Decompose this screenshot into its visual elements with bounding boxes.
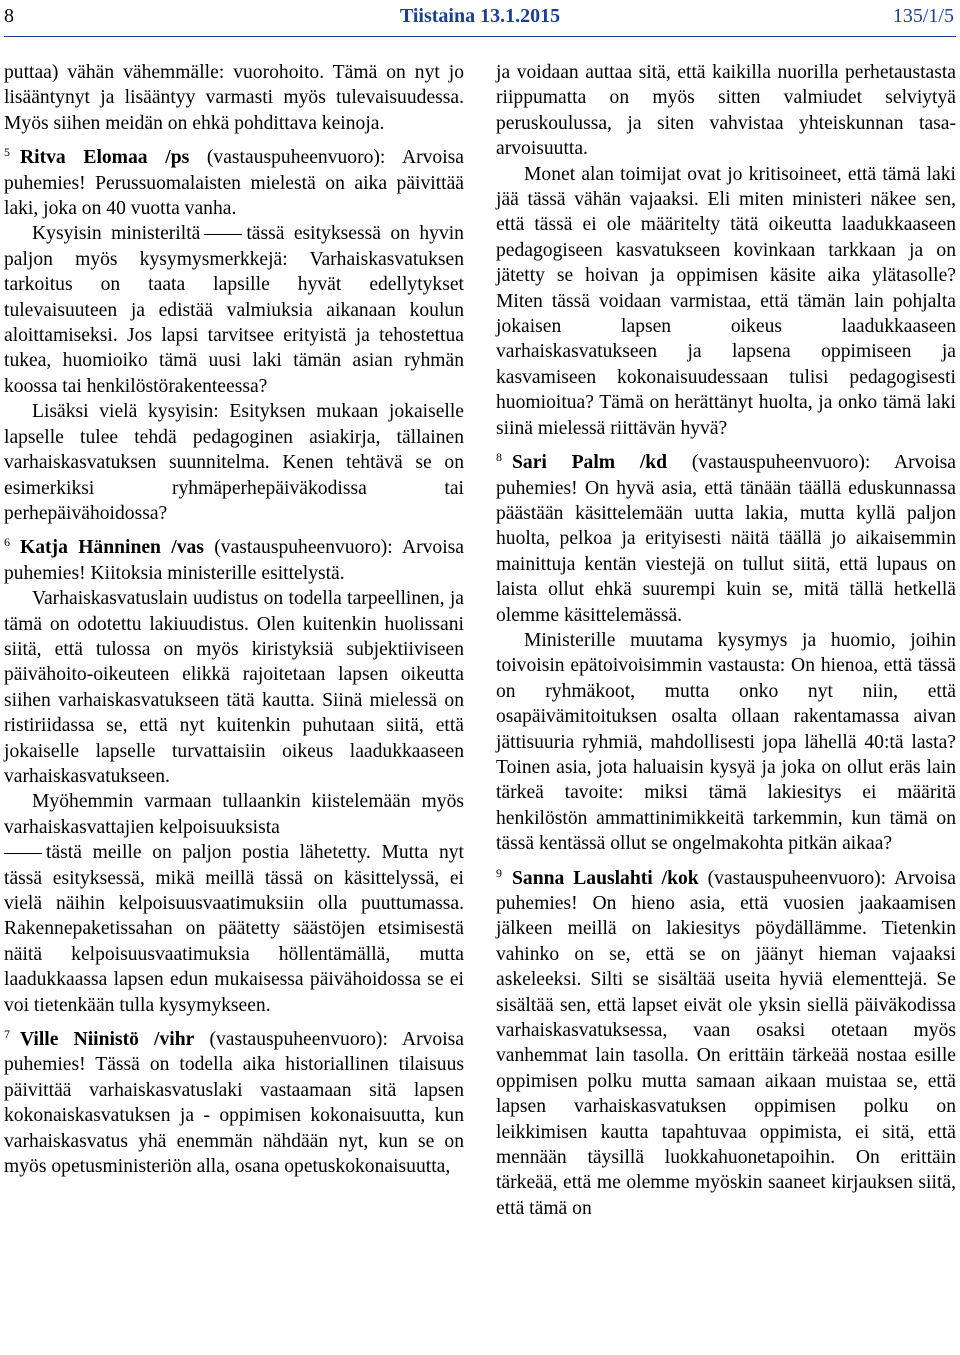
speech-number: 5 [4, 145, 10, 160]
paragraph-part: tästä meille on paljon postia lähetetty. Mutta nyt tässä esityksessä, mikä meillä tässä on käsittelyssä, ei vielä näihin kelpoisuusvaatimuksiin olla puuttumassa. Rakennepaketissahan on päätetty säästöjen etsimisestä näitä kelpoisuusvaatimuksia höllentämällä, mutta laadukkaassa lapsen edun mukaisessa päivähoidossa se ei voi tietenkään tulla kysymykseen. [4, 842, 464, 1016]
speech-intro: (vastauspuheenvuoro): Arvoisa puhemies! Perussuomalaisten mielestä on aika päivittää laki, joka on 40 vuotta vanha. [4, 147, 464, 220]
page-header [0, 0, 960, 44]
paragraph [4, 221, 464, 399]
paragraph: Ministerille muutama kysymys ja huomio, joihin toivoisin epätoivoisimmin vastausta: On hienoa, että tässä on ryhmäkoot, mutta onko nyt niin, että osapäivämitoituksen osalta ollaan rakentamassa aivan jättisuuria ryhmiä, mahdollisesti jopa lähellä 40:tä lasta? Toinen asia, jota haluaisin kysyä ja joka on ollut eräs lain tärkeä tavoite: miksi tämä lakiesitys ei määritä henkilöstön ammattinimikkeitä tarkemmin, kun tämä on tässä kentässä ollut se ongelmakohta pitkän aikaa? [496, 629, 956, 855]
speech-number: 8 [496, 450, 502, 465]
right-column [496, 60, 956, 1221]
paragraph [4, 789, 464, 1018]
speech-number: 7 [4, 1027, 10, 1042]
speech-intro: (vastauspuheenvuoro): Arvoisa puhemies! Kiitoksia ministerille esittelystä. [4, 537, 464, 584]
speech-intro: (vastauspuheenvuoro): Arvoisa puhemies! On hyvä asia, että tänään täällä eduskunnassa päästään käsittelemään uutta lakia, mutta kyllä paljon huolta, pelkoa ja erityisesti näitä täällä jo aikaisemmin mainittuja kentän viestejä on tullut siitä, että lupaus on laista ollut ehkä suurempi kuin se, mitä tällä hetkellä olemme käsittelemässä. [496, 452, 957, 626]
speech-9 [496, 866, 956, 1222]
paragraph: puttaa) vähän vähemmälle: vuorohoito. Tämä on nyt jo lisääntynyt ja lisääntyy varmasti myös tulevaisuudessa. Myös siihen meidän on ehkä pohdittava keinoja. [4, 62, 464, 134]
speech-intro: (vastauspuheenvuoro): Arvoisa puhemies! Tässä on todella aika historiallinen tilaisuus päivittää varhaiskasvatuslaki vastaamaan sitä lapsen kokonaiskasvatuksen ja - oppimisen kokonaisuutta, kun varhaiskasvatus yhä enemmän nähdään nyt, kun se on myös opetusministeriön alla, osana opetuskokonaisuutta, [4, 1029, 464, 1178]
speech-6 [4, 535, 464, 586]
speech-number: 9 [496, 865, 502, 880]
header-rule [4, 36, 956, 37]
paragraph-part: Myöhemmin varmaan tullaankin kiistelemään myös varhaiskasvattajien kelpoisuuksista [4, 791, 464, 838]
speaker-name: Sari Palm /kd [512, 452, 668, 474]
speech-intro: (vastauspuheenvuoro): Arvoisa puhemies! On hieno asia, että vuosien jaakaamisen jälkeen meillä on lakiesitys pöydällämme. Tietenkin vahinko on se, että se on jäänyt hieman vajaaksi askeleeksi. Silti se sisältää useita hyviä elementtejä. Se sisältää sen, että lapset eivät ole yksin siellä päiväkodissa varhaiskasvatuksessa, vaan osaksi otetaan myös vanhemmat lain tasolla. On erittäin tärkeää nostaa esille oppimisen polku mutta samaan aikaan muistaa se, että lapsen varhaiskasvatuksen oppimisen polku on leikkimisen kautta tapahtuvaa oppimista, ei sitä, että mennään täysillä luokkahuonetapoihin. On erittäin tärkeää, että me olemme myöskin saaneet kirjauksen siitä, että tämä on [496, 867, 956, 1219]
paragraph-part: tässä esityksessä on hyvin paljon myös kysymysmerkkejä: Varhaiskasvatuksen tarkoitus on taata lapsille hyvät edellytykset tulevaisuuteen ja edistää valmiuksia aikanaan koulun aloittamiseksi. Jos lapsi tarvitsee erityistä ja tehostettua tukea, huomioiko tämä uusi laki tämän asian ryhmän koossa tai henkilöstörakenteessa? [4, 223, 464, 397]
paragraph: ja voidaan auttaa sitä, että kaikilla nuorilla perhetaustasta riippumatta on myös sitten valmiudet selviytyä peruskoulussa, ja siten vahvistaa yhteiskunnan tasa-arvoisuutta. [496, 62, 956, 160]
speaker-name: Ville Niinistö /vihr [20, 1029, 195, 1051]
document-id: 135/1/5 [892, 5, 954, 27]
speech-7 [4, 1027, 464, 1179]
em-dash [204, 234, 242, 235]
paragraph-part: Kysyisin ministeriltä [32, 223, 201, 245]
paragraph: Lisäksi vielä kysyisin: Esityksen mukaan jokaiselle lapselle tulee tehdä pedagoginen asiakirja, tällainen varhaiskasvatuksen suunnitelma. Kenen tehtävä se on esimerkiksi ryhmäperhepäiväkodissa tai perhepäivähoidossa? [4, 401, 464, 524]
speech-5 [4, 145, 464, 221]
session-date-title: Tiistaina 13.1.2015 [399, 5, 561, 27]
speaker-name: Sanna Lauslahti /kok [512, 867, 699, 889]
speaker-name: Katja Hänninen /vas [20, 537, 204, 559]
left-column [4, 60, 464, 1179]
speech-8 [496, 450, 956, 628]
speaker-name: Ritva Elomaa /ps [20, 147, 190, 169]
paragraph: Varhaiskasvatuslain uudistus on todella tarpeellinen, ja tämä on odotettu lakiuudistus. Olen kuitenkin huolissani siitä, että tulossa on myös kiristyksiä subjektiiviseen päivähoito-oikeuteen elikkä rajoitetaan lapsen oikeutta siihen varhaiskasvatukseen tätä kautta. Siinä mielessä on ristiriidassa se, että nyt kuitenkin puhutaan siitä, että jokaiselle lapselle turvattaisiin oikeus laadukkaaseen varhaiskasvatukseen. [4, 588, 464, 787]
em-dash [4, 853, 42, 854]
speech-number: 6 [4, 535, 10, 550]
page-number: 8 [4, 5, 14, 27]
paragraph: Monet alan toimijat ovat jo kritisoineet, että tämä laki jää tässä vähän vajaaksi. Eli miten ministeri näkee sen, että tässä ei ole määritelty tätä oikeutta laadukkaaseen pedagogiseen kasvatukseen kovinkaan tarkkaan ja on jätetty se hoivan ja oppimisen käsite aika ylätasolle? Miten tässä voidaan varmistaa, että tämän lain pohjalta jokaisen lapsen oikeus laadukkaaseen varhaiskasvatukseen ja lapsena oppimiseen ja kasvamiseen kokonaisuudessaan tulisi pedagogisesti huomioitua? Tämä on herättänyt huolta, ja onko tämä laki siinä mielessä riittävän hyvä? [496, 163, 956, 439]
